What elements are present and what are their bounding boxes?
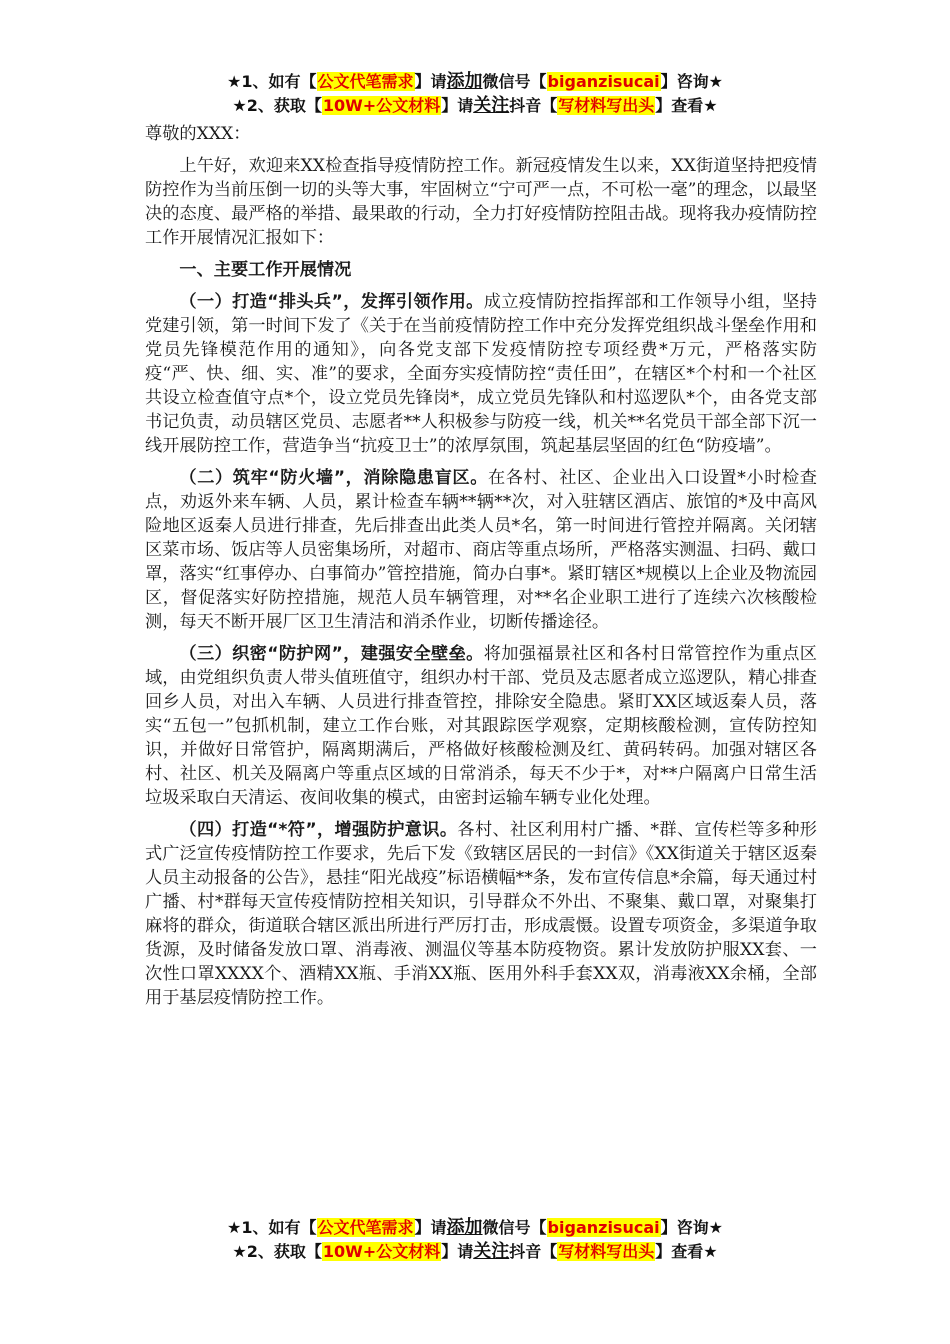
promo-text: 2、获取【 — [246, 96, 322, 115]
promo-text: 2、获取【 — [246, 1242, 322, 1261]
promo-text: 】请 — [414, 1218, 447, 1237]
intro-paragraph: 上午好，欢迎来XX检查指导疫情防控工作。新冠疫情发生以来，XX街道坚持把疫情防控作为当前压倒一切的头等大事，牢固树立“宁可严一点，不可松一毫”的理念，以最坚决的态度、最严格的举措、最果敢的行动，全力打好疫情防控阻击战。现将我办疫情防控工作开展情况汇报如下： — [145, 156, 817, 248]
promo-banner-bottom — [0, 1216, 950, 1264]
paragraph-3 — [145, 642, 817, 810]
promo-text: 抖音【 — [509, 96, 558, 115]
paragraph-lead: （二）筑牢“防火墙”，消除隐患盲区。 — [179, 468, 488, 488]
paragraph-lead: （一）打造“排头兵”，发挥引领作用。 — [179, 292, 484, 312]
promo-line-1 — [0, 1216, 950, 1240]
promo-underline: 关注 — [473, 1241, 510, 1262]
promo-text: 】咨询★ — [660, 72, 723, 91]
promo-highlight: 10W+公文材料 — [322, 1242, 441, 1261]
paragraph-2 — [145, 466, 817, 634]
promo-line-2 — [0, 1240, 950, 1264]
promo-underline: 添加 — [446, 1217, 483, 1238]
greeting: 尊敬的XXX： — [145, 124, 251, 144]
promo-text: 】查看★ — [655, 1242, 718, 1261]
paragraph-4 — [145, 818, 817, 1010]
star-icon: ★ — [232, 96, 247, 115]
section-heading: 一、主要工作开展情况 — [179, 260, 352, 280]
promo-underline: 添加 — [446, 71, 483, 92]
promo-text: 1、如有【 — [241, 72, 317, 91]
douyin-id: 写材料写出头 — [558, 96, 655, 115]
star-icon: ★ — [232, 1242, 247, 1261]
promo-line-1 — [0, 70, 950, 94]
wechat-id: biganzisucai — [547, 72, 660, 91]
promo-text: 】请 — [414, 72, 447, 91]
paragraph-lead: （四）打造“*符”，增强防护意识。 — [179, 820, 458, 840]
promo-text: 微信号【 — [482, 1218, 547, 1237]
promo-banner-top — [0, 70, 950, 118]
paragraph-text: 在各村、社区、企业出入口设置*小时检查点，劝返外来车辆、人员，累计检查车辆**辆**次，对入驻辖区酒店、旅馆的*及中高风险地区返秦人员进行排查，先后排查出此类人员*名，第一时间进行管控并隔离。关闭辖区菜市场、饭店等人员密集场所，对超市、商店等重点场所，严格落实测温、扫码、戴口罩，落实“红事停办、白事简办”管控措施，简办白事*。紧盯辖区*规模以上企业及物流园区，督促落实好防控措施，规范人员车辆管理，对**名企业职工进行了连续六次核酸检测，每天不断开展厂区卫生清洁和消杀作业，切断传播途径。 — [145, 468, 817, 632]
promo-text: 1、如有【 — [241, 1218, 317, 1237]
document-body — [145, 122, 817, 1018]
promo-text: 】咨询★ — [660, 1218, 723, 1237]
promo-text: 微信号【 — [482, 72, 547, 91]
paragraph-text: 各村、社区利用村广播、*群、宣传栏等多种形式广泛宣传疫情防控工作要求，先后下发《致辖区居民的一封信》《XX街道关于辖区返秦人员主动报备的公告》，悬挂“阳光战疫”标语横幅**条，发布宣传信息*余篇，每天通过村广播、村*群每天宣传疫情防控相关知识，引导群众不外出、不聚集、戴口罩，对聚集打麻将的群众，街道联合辖区派出所进行严厉打击，形成震慑。设置专项资金，多渠道争取货源，及时储备发放口罩、消毒液、测温仪等基本防疫物资。累计发放防护服XX套、一次性口罩XXXX个、酒精XX瓶、手消XX瓶、医用外科手套XX双，消毒液XX余桶，全部用于基层疫情防控工作。 — [145, 820, 817, 1008]
promo-line-2 — [0, 94, 950, 118]
paragraph-lead: （三）织密“防护网”，建强安全壁垒。 — [179, 644, 484, 664]
promo-text: 】查看★ — [655, 96, 718, 115]
promo-text: 】请 — [441, 96, 474, 115]
promo-underline: 关注 — [473, 95, 510, 116]
douyin-id: 写材料写出头 — [558, 1242, 655, 1261]
star-icon: ★ — [227, 1218, 242, 1237]
promo-highlight: 10W+公文材料 — [322, 96, 441, 115]
paragraph-1 — [145, 290, 817, 458]
paragraph-text: 成立疫情防控指挥部和工作领导小组，坚持党建引领，第一时间下发了《关于在当前疫情防控工作中充分发挥党组织战斗堡垒作用和党员先锋模范作用的通知》，向各党支部下发疫情防控专项经费*万元，严格落实防疫“严、快、细、实、准”的要求，全面夯实疫情防控“责任田”，在辖区*个村和一个社区共设立检查值守点*个，设立党员先锋岗*，成立党员先锋队和村巡逻队*个，由各党支部书记负责，动员辖区党员、志愿者**人积极参与防疫一线，机关**名党员干部全部下沉一线开展防控工作，营造争当“抗疫卫士”的浓厚氛围，筑起基层坚固的红色“防疫墙”。 — [145, 292, 817, 456]
star-icon: ★ — [227, 72, 242, 91]
promo-text: 抖音【 — [509, 1242, 558, 1261]
promo-highlight: 公文代笔需求 — [317, 72, 414, 91]
wechat-id: biganzisucai — [547, 1218, 660, 1237]
promo-text: 】请 — [441, 1242, 474, 1261]
paragraph-text: 将加强福景社区和各村日常管控作为重点区域，由党组织负责人带头值班值守，组织办村干部、党员及志愿者成立巡逻队，精心排查回乡人员，对出入车辆、人员进行排查管控，排除安全隐患。紧盯XX区域返秦人员，落实“五包一”包抓机制，建立工作台账，对其跟踪医学观察，定期核酸检测，宣传防控知识，并做好日常管护，隔离期满后，严格做好核酸检测及红、黄码转码。加强对辖区各村、社区、机关及隔离户等重点区域的日常消杀，每天不少于*，对**户隔离户日常生活垃圾采取白天清运、夜间收集的模式，由密封运输车辆专业化处理。 — [145, 644, 817, 808]
promo-highlight: 公文代笔需求 — [317, 1218, 414, 1237]
